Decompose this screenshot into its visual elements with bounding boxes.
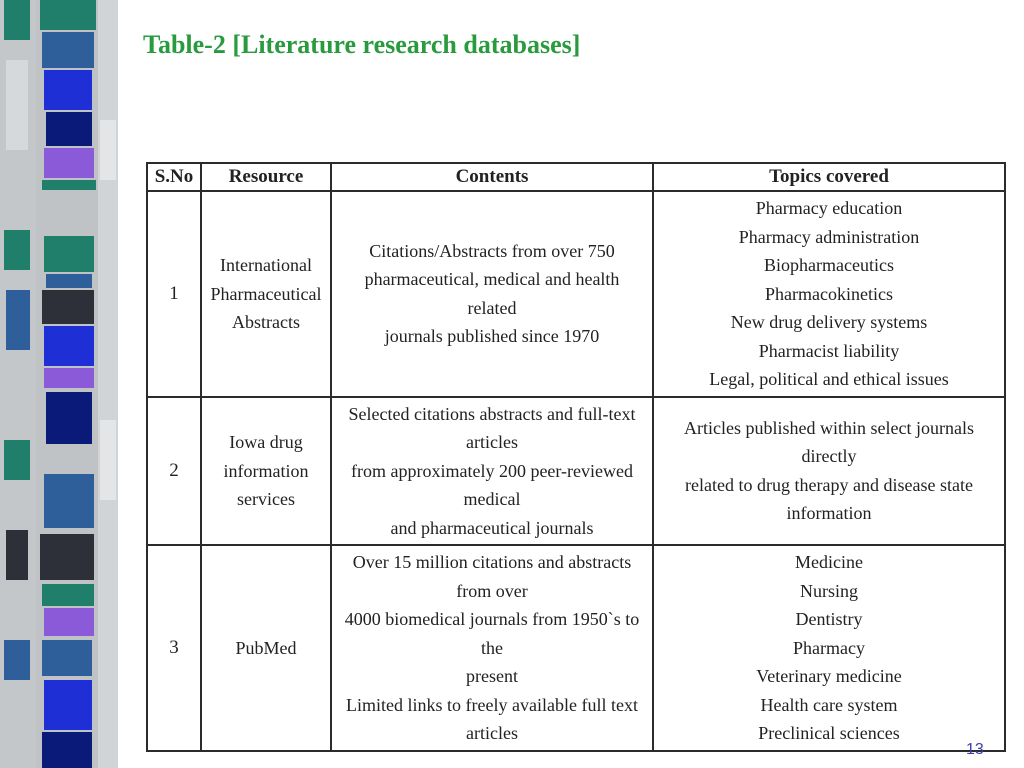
cell-topics <box>653 191 1005 397</box>
resource-line: Abstracts <box>232 312 300 332</box>
strip-block <box>40 534 94 580</box>
cell-resource <box>201 191 331 397</box>
strip-block <box>4 640 30 680</box>
contents-line: Selected citations abstracts and full-text articles <box>348 403 636 452</box>
cell-resource <box>201 397 331 546</box>
strip-block <box>4 440 30 480</box>
resource-line: Pharmaceutical <box>210 283 322 304</box>
strip-block <box>42 32 94 68</box>
topic-line: related to drug therapy and disease state information <box>685 474 973 524</box>
cell-topics <box>653 545 1005 751</box>
contents-line: Over 15 million citations and abstracts from over <box>352 552 632 601</box>
strip-block <box>4 0 30 40</box>
strip-block <box>44 368 94 388</box>
topic-line: Pharmacy <box>793 637 865 658</box>
literature-databases-table-wrapper <box>146 162 1004 743</box>
table-header-row <box>147 163 1005 191</box>
contents-line: 4000 biomedical journals from 1950`s to the <box>344 609 640 658</box>
topic-line: Health care system <box>760 694 898 715</box>
strip-block <box>42 290 94 324</box>
resource-line: information <box>223 460 309 481</box>
topic-line: Articles published within select journals directly <box>684 417 974 467</box>
strip-block <box>42 732 92 768</box>
cell-contents <box>331 545 653 751</box>
strip-column <box>0 0 36 768</box>
header-topics-covered: Topics covered <box>653 163 1005 191</box>
strip-block <box>42 180 96 190</box>
strip-block <box>44 326 94 366</box>
cell-sno: 1 <box>147 191 201 397</box>
strip-column <box>36 0 98 768</box>
topic-line: Biopharmaceutics <box>764 255 894 275</box>
contents-line: journals published since 1970 <box>384 326 600 347</box>
header-resource: Resource <box>201 163 331 191</box>
strip-block <box>6 530 28 580</box>
contents-line: Citations/Abstracts from over 750 <box>369 240 615 261</box>
table-row <box>147 191 1005 397</box>
resource-line: International <box>220 255 312 275</box>
strip-block <box>100 120 116 180</box>
decorative-left-strip <box>0 0 118 768</box>
topic-line: Nursing <box>800 580 858 601</box>
strip-block <box>44 474 94 528</box>
topic-line: Medicine <box>795 552 863 572</box>
contents-line: pharmaceutical, medical and health related <box>364 269 620 318</box>
topic-line: New drug delivery systems <box>730 312 928 332</box>
contents-line: from approximately 200 peer-reviewed medical <box>350 460 634 509</box>
topic-line: Pharmacist liability <box>758 340 900 361</box>
contents-line: and pharmaceutical journals <box>390 517 594 538</box>
strip-block <box>44 608 94 636</box>
cell-resource <box>201 545 331 751</box>
strip-block <box>46 392 92 444</box>
resource-line: services <box>237 489 295 509</box>
topic-line: Legal, political and ethical issues <box>709 369 949 389</box>
strip-block <box>42 640 92 676</box>
strip-block <box>6 60 28 150</box>
strip-block <box>4 230 30 270</box>
topic-line: Dentistry <box>795 609 863 629</box>
strip-block <box>46 274 92 288</box>
resource-line: Iowa drug <box>229 432 303 452</box>
strip-block <box>44 148 94 178</box>
strip-block <box>40 0 96 30</box>
topic-line: Preclinical sciences <box>758 723 900 743</box>
strip-block <box>44 236 94 272</box>
topic-line: Pharmacy administration <box>738 226 920 247</box>
cell-sno: 3 <box>147 545 201 751</box>
strip-block <box>6 290 30 350</box>
cell-sno: 2 <box>147 397 201 546</box>
strip-block <box>42 584 94 606</box>
contents-line: Limited links to freely available full text articles <box>346 694 638 743</box>
cell-topics <box>653 397 1005 546</box>
strip-block <box>46 112 92 146</box>
topic-line: Veterinary medicine <box>756 666 902 686</box>
header-sno: S.No <box>147 163 201 191</box>
strip-block <box>100 420 116 500</box>
resource-line: PubMed <box>235 637 297 658</box>
literature-databases-table <box>146 162 1006 752</box>
strip-block <box>44 680 92 730</box>
topic-line: Pharmacy education <box>755 198 903 218</box>
table-row <box>147 545 1005 751</box>
page-number: 13 <box>966 741 984 758</box>
cell-contents <box>331 191 653 397</box>
header-contents: Contents <box>331 163 653 191</box>
strip-block <box>44 70 92 110</box>
table-row <box>147 397 1005 546</box>
cell-contents <box>331 397 653 546</box>
topic-line: Pharmacokinetics <box>765 283 893 304</box>
contents-line: present <box>466 666 518 686</box>
slide-title: Table-2 [Literature research databases] <box>143 30 581 59</box>
strip-column <box>98 0 118 768</box>
